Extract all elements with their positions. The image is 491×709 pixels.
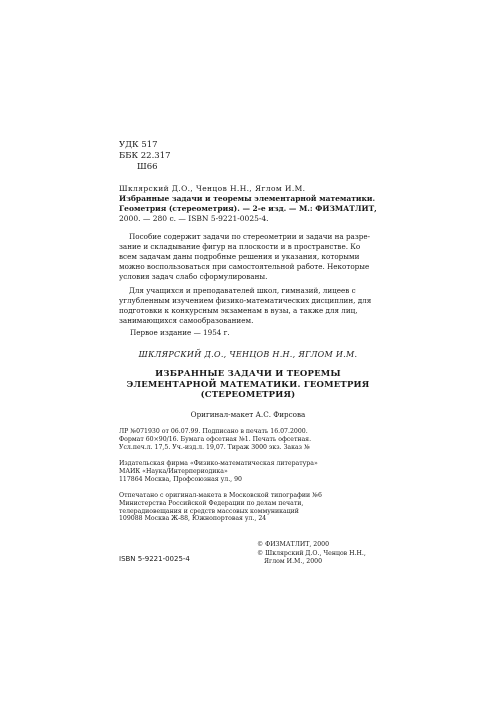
copyright-line: © Шклярский Д.О., Ченцов Н.Н., bbox=[257, 549, 366, 557]
publisher-line: Издательская фирма «Физико-математическая литература» bbox=[119, 460, 318, 467]
center-title-line: ЭЛЕМЕНТАРНОЙ МАТЕМАТИКИ. ГЕОМЕТРИЯ bbox=[126, 379, 370, 390]
printer-line: Министерства Российской Федерации по делам печати, bbox=[119, 499, 304, 507]
abstract-line: всем задачам даны подробные решения и указания, которыми bbox=[119, 252, 360, 261]
publisher-line: 117864 Москва, Профсоюзная ул., 90 bbox=[119, 475, 242, 483]
printer-block bbox=[119, 492, 377, 523]
publisher-block bbox=[119, 460, 377, 483]
copyright-line: © ФИЗМАТЛИТ, 2000 bbox=[257, 541, 330, 548]
bbk-code: ББК 22.317 bbox=[119, 151, 171, 161]
center-authors: ШКЛЯРСКИЙ Д.О., ЧЕНЦОВ Н.Н., ЯГЛОМ И.М. bbox=[138, 350, 358, 359]
bib-authors: Шклярский Д.О., Ченцов Н.Н., Яглом И.М. bbox=[119, 184, 306, 193]
author-mark-code: Ш66 bbox=[137, 162, 158, 172]
audience-paragraph bbox=[119, 286, 377, 326]
printer-line: 109088 Москва Ж-88, Южнопортовая ул., 24 bbox=[119, 515, 267, 523]
bibliographic-record bbox=[119, 184, 377, 224]
abstract-line: зание и складывание фигур на плоскости и в пространстве. Ко bbox=[119, 242, 361, 251]
license-line: Формат 60×90/16. Бумага офсетная №1. Печать офсетная. bbox=[119, 435, 312, 443]
license-block bbox=[119, 428, 377, 451]
printer-line: телерадиовещания и средств массовых коммуникаций bbox=[119, 507, 299, 515]
publisher-line: МАИК «Наука/Интерпериодика» bbox=[119, 467, 228, 475]
abstract-line: Пособие содержит задачи по стереометрии и задачи на разре- bbox=[129, 232, 371, 241]
center-title-line: ИЗБРАННЫЕ ЗАДАЧИ И ТЕОРЕМЫ bbox=[155, 369, 341, 379]
abstract-line: условия задач слабо сформулированы. bbox=[119, 272, 268, 281]
license-line: ЛР №071930 от 06.07.99. Подписано в печать 16.07.2000. bbox=[119, 428, 308, 435]
center-title-line: (СТЕРЕОМЕТРИЯ) bbox=[200, 390, 296, 400]
audience-line: Для учащихся и преподавателей школ, гимназий, лицеев с bbox=[129, 286, 356, 295]
bib-subtitle: Геометрия (стереометрия). — 2-е изд. — М.: ФИЗМАТЛИТ, bbox=[119, 204, 377, 213]
copyright-block bbox=[257, 541, 366, 567]
first-edition-note: Первое издание — 1954 г. bbox=[130, 328, 230, 337]
udk-code: УДК 517 bbox=[119, 140, 158, 150]
audience-line: занимающихся самообразованием. bbox=[119, 316, 254, 325]
bib-publication: 2000. — 280 с. — ISBN 5-9221-0025-4. bbox=[119, 214, 269, 223]
printer-line: Отпечатано с оригинал-макета в Московской типографии №6 bbox=[119, 492, 322, 499]
isbn-number: ISBN 5-9221-0025-4 bbox=[119, 555, 190, 563]
abstract-line: можно воспользоваться при самостоятельной работе. Некоторые bbox=[119, 262, 370, 271]
layout-credit: Оригинал-макет А.С. Фирсова bbox=[190, 410, 306, 419]
audience-line: подготовки к конкурсным экзаменам в вузы, а также для лиц, bbox=[119, 306, 358, 315]
copyright-line: Яглом И.М., 2000 bbox=[264, 558, 323, 565]
bib-title: Избранные задачи и теоремы элементарной математики. bbox=[119, 194, 376, 203]
audience-line: углубленным изучением физико-математических дисциплин, для bbox=[119, 296, 372, 305]
abstract-paragraph bbox=[119, 232, 377, 282]
license-line: Усл.печ.л. 17,5. Уч.-изд.л. 19,07. Тираж 3000 экз. Заказ № bbox=[119, 443, 310, 451]
